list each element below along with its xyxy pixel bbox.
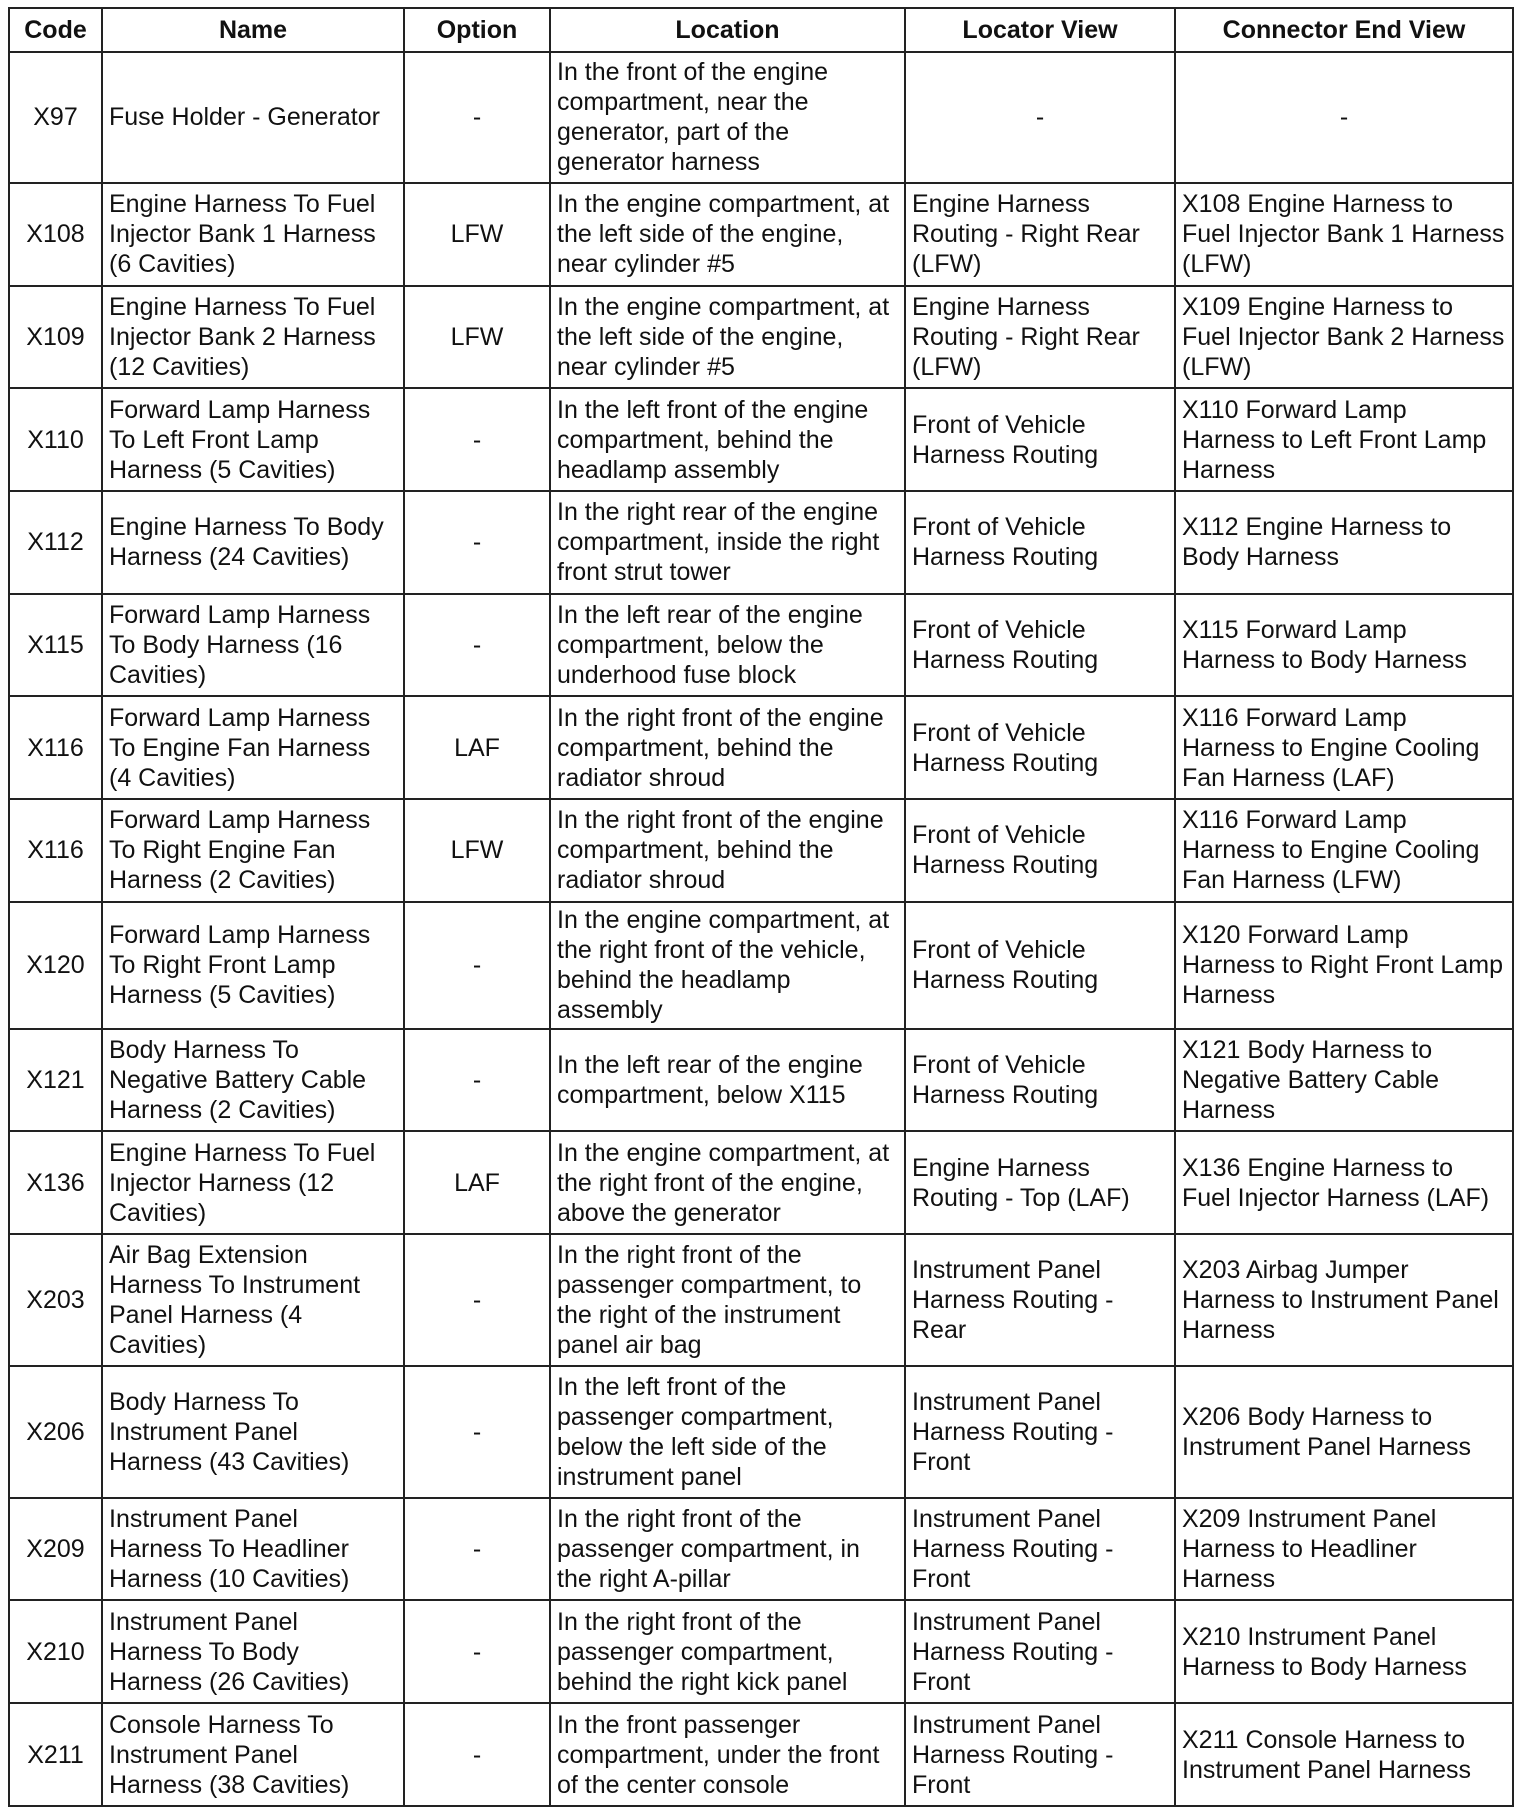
cell-option: - [404, 1234, 550, 1366]
cell-locator-view: Instrument Panel Harness Routing - Front [905, 1703, 1175, 1806]
cell-option: - [404, 1703, 550, 1806]
cell-connector-end-view: X206 Body Harness to Instrument Panel Harness [1175, 1366, 1513, 1498]
cell-option: LFW [404, 799, 550, 902]
cell-option: - [404, 594, 550, 697]
cell-location: In the right rear of the engine compartment, inside the right front strut tower [550, 491, 905, 594]
cell-connector-end-view: X116 Forward Lamp Harness to Engine Cooling Fan Harness (LAF) [1175, 696, 1513, 799]
cell-location: In the right front of the engine compartment, behind the radiator shroud [550, 799, 905, 902]
cell-code: X136 [9, 1131, 102, 1234]
cell-connector-end-view: X108 Engine Harness to Fuel Injector Bank 1 Harness (LFW) [1175, 183, 1513, 286]
cell-location: In the left rear of the engine compartment, below the underhood fuse block [550, 594, 905, 697]
table-row [9, 1029, 1513, 1132]
cell-code: X112 [9, 491, 102, 594]
table-row [9, 52, 1513, 183]
cell-option: - [404, 1366, 550, 1498]
cell-option: - [404, 1029, 550, 1132]
cell-code: X211 [9, 1703, 102, 1806]
cell-locator-view: Front of Vehicle Harness Routing [905, 491, 1175, 594]
column-header-option: Option [404, 8, 550, 52]
cell-location: In the left front of the passenger compartment, below the left side of the instrument panel [550, 1366, 905, 1498]
cell-code: X108 [9, 183, 102, 286]
cell-connector-end-view: X210 Instrument Panel Harness to Body Harness [1175, 1600, 1513, 1703]
cell-code: X116 [9, 696, 102, 799]
cell-name: Engine Harness To Body Harness (24 Cavities) [102, 491, 404, 594]
cell-connector-end-view: X136 Engine Harness to Fuel Injector Harness (LAF) [1175, 1131, 1513, 1234]
cell-connector-end-view: - [1175, 52, 1513, 183]
cell-location: In the right front of the engine compartment, behind the radiator shroud [550, 696, 905, 799]
cell-option: - [404, 1498, 550, 1601]
column-header-locator-view: Locator View [905, 8, 1175, 52]
cell-code: X116 [9, 799, 102, 902]
cell-name: Engine Harness To Fuel Injector Bank 1 Harness (6 Cavities) [102, 183, 404, 286]
cell-code: X97 [9, 52, 102, 183]
cell-connector-end-view: X115 Forward Lamp Harness to Body Harness [1175, 594, 1513, 697]
cell-name: Instrument Panel Harness To Body Harness (26 Cavities) [102, 1600, 404, 1703]
table-row [9, 799, 1513, 902]
cell-locator-view: Instrument Panel Harness Routing - Rear [905, 1234, 1175, 1366]
table-row [9, 594, 1513, 697]
connector-table [8, 7, 1514, 1807]
cell-location: In the right front of the passenger compartment, in the right A-pillar [550, 1498, 905, 1601]
cell-code: X109 [9, 286, 102, 389]
cell-locator-view: Engine Harness Routing - Right Rear (LFW) [905, 183, 1175, 286]
cell-location: In the left front of the engine compartment, behind the headlamp assembly [550, 388, 905, 491]
cell-code: X203 [9, 1234, 102, 1366]
cell-location: In the engine compartment, at the left side of the engine, near cylinder #5 [550, 183, 905, 286]
cell-location: In the engine compartment, at the right front of the vehicle, behind the headlamp assembly [550, 902, 905, 1029]
cell-option: LFW [404, 286, 550, 389]
cell-locator-view: - [905, 52, 1175, 183]
cell-code: X120 [9, 902, 102, 1029]
cell-code: X115 [9, 594, 102, 697]
cell-connector-end-view: X203 Airbag Jumper Harness to Instrument Panel Harness [1175, 1234, 1513, 1366]
table-row [9, 1703, 1513, 1806]
cell-locator-view: Front of Vehicle Harness Routing [905, 594, 1175, 697]
cell-option: - [404, 1600, 550, 1703]
cell-option: - [404, 902, 550, 1029]
cell-name: Body Harness To Instrument Panel Harness (43 Cavities) [102, 1366, 404, 1498]
cell-connector-end-view: X109 Engine Harness to Fuel Injector Bank 2 Harness (LFW) [1175, 286, 1513, 389]
cell-code: X110 [9, 388, 102, 491]
column-header-code: Code [9, 8, 102, 52]
cell-connector-end-view: X112 Engine Harness to Body Harness [1175, 491, 1513, 594]
cell-locator-view: Instrument Panel Harness Routing - Front [905, 1498, 1175, 1601]
table-row [9, 286, 1513, 389]
cell-name: Forward Lamp Harness To Left Front Lamp Harness (5 Cavities) [102, 388, 404, 491]
table-row [9, 183, 1513, 286]
cell-connector-end-view: X209 Instrument Panel Harness to Headliner Harness [1175, 1498, 1513, 1601]
cell-locator-view: Instrument Panel Harness Routing - Front [905, 1366, 1175, 1498]
table-row [9, 1131, 1513, 1234]
cell-name: Forward Lamp Harness To Engine Fan Harness (4 Cavities) [102, 696, 404, 799]
cell-name: Air Bag Extension Harness To Instrument Panel Harness (4 Cavities) [102, 1234, 404, 1366]
cell-locator-view: Engine Harness Routing - Top (LAF) [905, 1131, 1175, 1234]
cell-connector-end-view: X211 Console Harness to Instrument Panel Harness [1175, 1703, 1513, 1806]
cell-locator-view: Front of Vehicle Harness Routing [905, 1029, 1175, 1132]
table-row [9, 696, 1513, 799]
cell-locator-view: Front of Vehicle Harness Routing [905, 902, 1175, 1029]
cell-name: Instrument Panel Harness To Headliner Harness (10 Cavities) [102, 1498, 404, 1601]
cell-connector-end-view: X120 Forward Lamp Harness to Right Front Lamp Harness [1175, 902, 1513, 1029]
cell-location: In the left rear of the engine compartment, below X115 [550, 1029, 905, 1132]
cell-connector-end-view: X116 Forward Lamp Harness to Engine Cooling Fan Harness (LFW) [1175, 799, 1513, 902]
cell-option: LFW [404, 183, 550, 286]
cell-code: X121 [9, 1029, 102, 1132]
table-row [9, 388, 1513, 491]
cell-code: X209 [9, 1498, 102, 1601]
cell-code: X206 [9, 1366, 102, 1498]
cell-option: - [404, 52, 550, 183]
table-row [9, 1234, 1513, 1366]
cell-locator-view: Front of Vehicle Harness Routing [905, 799, 1175, 902]
cell-option: LAF [404, 696, 550, 799]
cell-code: X210 [9, 1600, 102, 1703]
cell-location: In the front of the engine compartment, near the generator, part of the generator harness [550, 52, 905, 183]
cell-location: In the engine compartment, at the left side of the engine, near cylinder #5 [550, 286, 905, 389]
column-header-location: Location [550, 8, 905, 52]
cell-name: Fuse Holder - Generator [102, 52, 404, 183]
table-body [9, 52, 1513, 1806]
cell-location: In the engine compartment, at the right front of the engine, above the generator [550, 1131, 905, 1234]
table-row [9, 902, 1513, 1029]
cell-name: Forward Lamp Harness To Right Engine Fan Harness (2 Cavities) [102, 799, 404, 902]
cell-connector-end-view: X121 Body Harness to Negative Battery Cable Harness [1175, 1029, 1513, 1132]
column-header-name: Name [102, 8, 404, 52]
cell-name: Engine Harness To Fuel Injector Harness (12 Cavities) [102, 1131, 404, 1234]
cell-locator-view: Instrument Panel Harness Routing - Front [905, 1600, 1175, 1703]
cell-name: Body Harness To Negative Battery Cable Harness (2 Cavities) [102, 1029, 404, 1132]
cell-name: Forward Lamp Harness To Body Harness (16 Cavities) [102, 594, 404, 697]
cell-option: - [404, 491, 550, 594]
cell-name: Console Harness To Instrument Panel Harness (38 Cavities) [102, 1703, 404, 1806]
table-header-row [9, 8, 1513, 52]
column-header-connector-end-view: Connector End View [1175, 8, 1513, 52]
cell-option: - [404, 388, 550, 491]
cell-location: In the right front of the passenger compartment, behind the right kick panel [550, 1600, 905, 1703]
table-row [9, 1498, 1513, 1601]
cell-option: LAF [404, 1131, 550, 1234]
table-row [9, 1366, 1513, 1498]
table-row [9, 1600, 1513, 1703]
cell-name: Forward Lamp Harness To Right Front Lamp Harness (5 Cavities) [102, 902, 404, 1029]
cell-locator-view: Front of Vehicle Harness Routing [905, 388, 1175, 491]
cell-locator-view: Engine Harness Routing - Right Rear (LFW) [905, 286, 1175, 389]
cell-location: In the right front of the passenger compartment, to the right of the instrument panel air bag [550, 1234, 905, 1366]
cell-location: In the front passenger compartment, under the front of the center console [550, 1703, 905, 1806]
cell-locator-view: Front of Vehicle Harness Routing [905, 696, 1175, 799]
cell-name: Engine Harness To Fuel Injector Bank 2 Harness (12 Cavities) [102, 286, 404, 389]
cell-connector-end-view: X110 Forward Lamp Harness to Left Front Lamp Harness [1175, 388, 1513, 491]
table-row [9, 491, 1513, 594]
